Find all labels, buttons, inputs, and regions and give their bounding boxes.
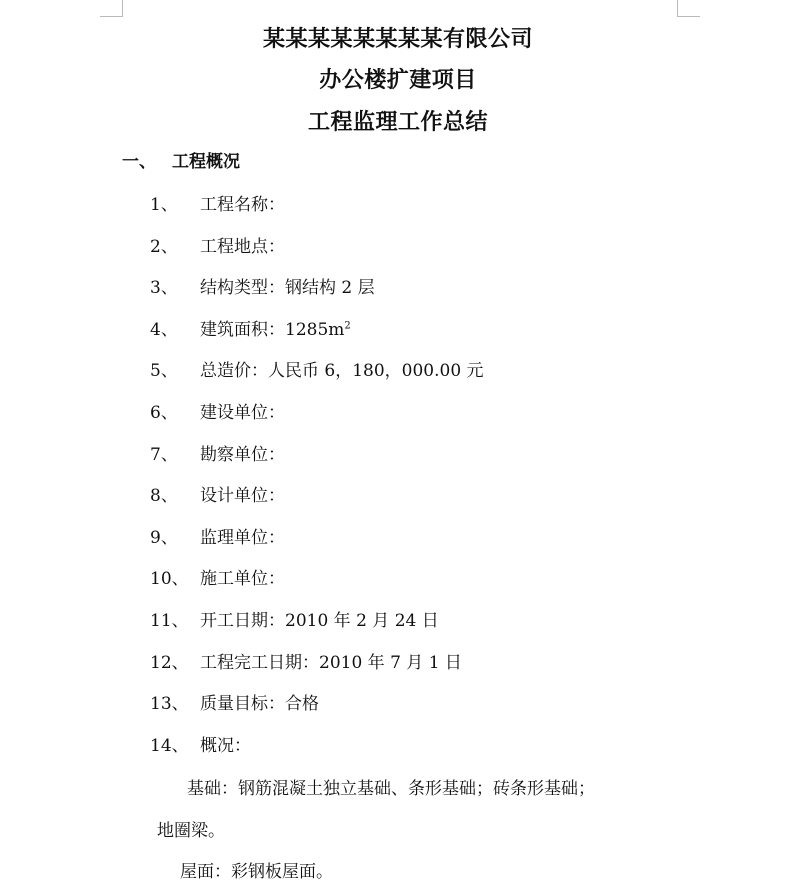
item-number: 3、 [150,278,178,299]
list-item [150,192,484,234]
list-item [150,400,484,442]
item-text: 概况： [200,735,251,756]
item-text: 开工日期：2010 年 2 月 24 日 [200,610,439,631]
item-text: 总造价：人民币 6，180，000.00 元 [200,361,484,382]
section-number: 一、 [122,152,156,172]
item-text: 工程名称： [200,195,285,215]
list-item [150,483,484,525]
superscript: 2 [344,320,351,332]
list-item [150,608,484,650]
list-item [150,566,484,608]
list-item [150,358,484,400]
project-title: 办公楼扩建项目 [319,67,477,93]
item-number: 4、 [150,319,178,340]
foundation-paragraph-continued: 地圈梁。 [157,821,225,841]
item-number: 11、 [150,610,189,631]
item-number: 12、 [150,652,189,673]
document-title: 工程监理工作总结 [307,109,488,135]
foundation-paragraph: 基础：钢筋混凝土独立基础、条形基础；砖条形基础； [187,779,595,799]
item-text: 工程地点： [200,236,285,257]
list-item [150,275,484,317]
item-number: 8、 [150,486,178,507]
crop-mark-left [100,0,123,17]
company-title: 某某某某某某某某有限公司 [262,26,533,52]
item-number: 9、 [150,527,178,548]
item-number: 6、 [150,402,178,423]
item-text: 结构类型：钢结构 2 层 [200,278,375,299]
list-item [150,691,484,733]
item-number: 13、 [150,694,189,715]
list-item [150,525,484,567]
item-number: 14、 [150,735,189,756]
section-heading [122,149,240,175]
item-number: 5、 [150,361,178,382]
item-text: 工程完工日期：2010 年 7 月 1 日 [200,652,462,673]
list-item [150,317,484,359]
list-item [150,234,484,276]
roof-paragraph: 屋面：彩钢板屋面。 [180,862,333,882]
item-text: 质量目标：合格 [200,694,319,715]
list-item [150,650,484,692]
crop-mark-right [677,0,700,17]
item-number: 2、 [150,236,178,257]
list-item [150,442,484,484]
item-text: 设计单位： [200,486,285,507]
item-text: 建筑面积：1285m [200,319,345,340]
section-title: 工程概况 [172,152,240,172]
item-number: 10、 [150,569,189,590]
item-text: 勘察单位： [200,444,285,465]
item-number: 7、 [150,444,178,465]
item-text: 建设单位： [200,402,285,423]
project-info-list [150,192,484,774]
item-text: 施工单位： [200,569,285,590]
item-text: 监理单位： [200,527,285,548]
list-item [150,733,484,775]
item-number: 1、 [150,195,178,215]
